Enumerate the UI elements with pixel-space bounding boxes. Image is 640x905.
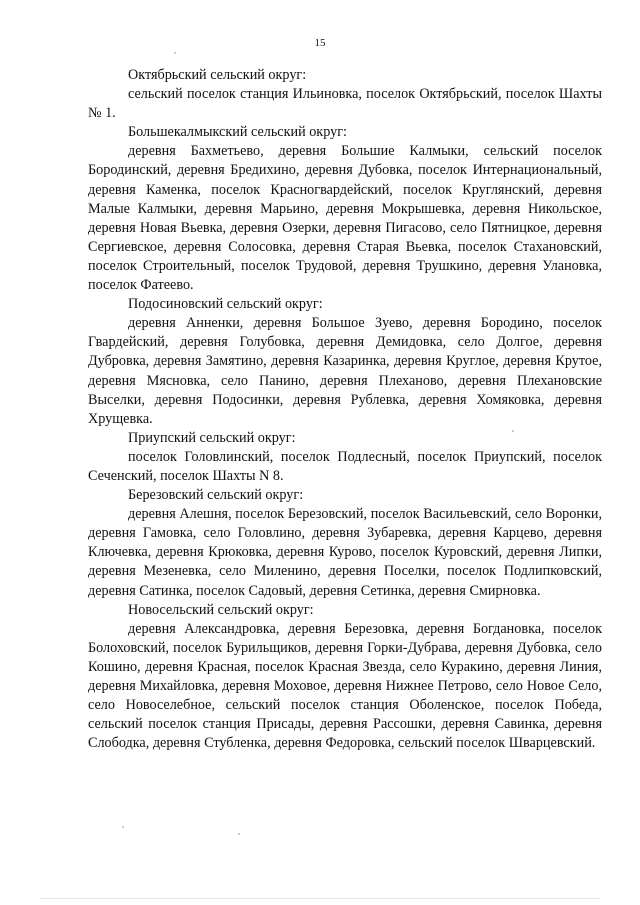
section-heading-podosinovsky: Подосиновский сельский округ: (128, 296, 323, 313)
section-heading-oktyabrsky: Октябрьский сельский округ: (128, 67, 307, 83)
section-text-priupsky: поселок Головлинский, поселок Подлесный, поселок Приупский, поселок Сеченский, поселок Шахты N 8. (88, 448, 602, 484)
page-number: 15 (314, 37, 326, 49)
scan-speck (122, 826, 124, 828)
scan-speck (512, 430, 514, 432)
scan-speck (174, 52, 176, 54)
section-text-bolshekalmyksky: деревня Бахметьево, деревня Большие Калмыки, сельский поселок Бородинский, деревня Бредихино, деревня Дубовка, поселок Интернациональный, деревня Каменка, поселок Красногвардейский, поселок Круглянский, деревня Малые Калмыки, деревня Марьино, деревня Мокрышевка, деревня Никольское, деревня Новая Вьевка, деревня Озерки, деревня Пигасово, село Пятницкое, деревня Сергиевское, деревня Солосовка, деревня Старая Вьевка, поселок Стахановский, поселок Строительный, поселок Трудовой, деревня Трушкино, деревня Улановка, поселок Фатеево. (88, 143, 602, 294)
section-text-oktyabrsky: сельский поселок станция Ильиновка, поселок Октябрьский, поселок Шахты № 1. (88, 86, 602, 122)
document-body (88, 66, 602, 753)
section-text-berezovsky: деревня Алешня, поселок Березовский, поселок Васильевский, село Воронки, деревня Гамовка, село Головлино, деревня Зубаревка, деревня Карцево, деревня Ключевка, деревня Крюковка, деревня Курово, поселок Куровский, деревня Липки, деревня Мезеневка, село Миленино, деревня Поселки, поселок Подлипковский, деревня Сатинка, поселок Садовый, деревня Сетинка, деревня Смирновка. (88, 506, 602, 599)
section-text-podosinovsky: деревня Анненки, деревня Большое Зуево, деревня Бородино, поселок Гвардейский, деревня Голубовка, деревня Демидовка, село Долгое, деревня Дубровка, деревня Замятино, деревня Казаринка, деревня Круглое, деревня Крутое, деревня Мясновка, село Панино, деревня Плехановo, деревня Плехановские Выселки, деревня Подосинки, деревня Рублевка, деревня Хомяковка, деревня Хрущевка. (88, 315, 602, 427)
section-heading-bolshekalmyksky: Большекалмыкский сельский округ: (128, 124, 347, 141)
section-heading-novoselsky: Новосельский сельский округ: (128, 601, 314, 618)
scan-streak (40, 898, 600, 899)
section-text-novoselsky: деревня Александровка, деревня Березовка, деревня Богдановка, поселок Болоховский, поселок Бурильщиков, деревня Горки-Дубрава, деревня Дубовка, село Кошино, деревня Красная, поселок Красная Звезда, село Куракино, деревня Линия, деревня Михайловка, деревня Моховое, деревня Нижнее Петрово, село Новое Село, село Новоселебное, сельский поселок станция Оболенское, поселок Победа, сельский поселок станция Присады, деревня Рассошки, деревня Савинка, деревня Слободка, деревня Стубленка, деревня Федоровка, сельский поселок Шварцевский. (88, 620, 602, 752)
section-heading-berezovsky: Березовский сельский округ: (128, 487, 304, 504)
section-heading-priupsky: Приупский сельский округ: (128, 429, 296, 446)
scan-speck (238, 833, 240, 835)
